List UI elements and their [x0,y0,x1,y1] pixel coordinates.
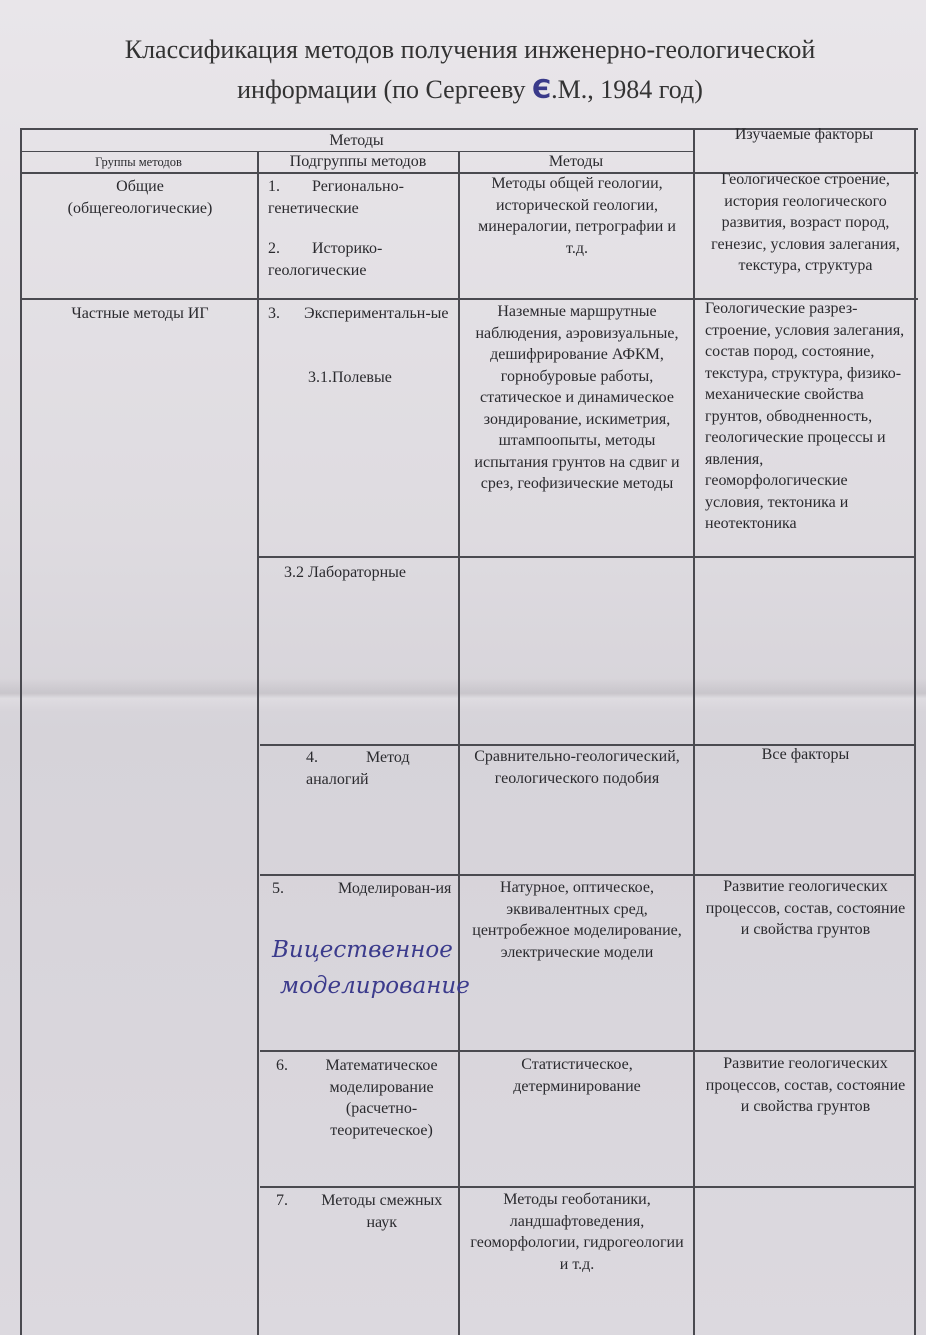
subgroup-regional-number: 1. [268,178,280,195]
subgroup-related-number: 7. [276,1192,288,1209]
subgroup-related-label: Методы смежных наук [321,1192,443,1231]
subgroup-math-layout [276,1055,452,1141]
row-divider-field [258,556,916,558]
title-line-1: Классификация методов получения инженерно-геологической [124,35,816,64]
col-divider-groups [257,151,259,1335]
subgroup-historical [262,238,458,281]
factors-math: Развитие геологических процессов, состав, состояние и свойства грунтов [705,1055,906,1115]
row-divider-math [260,1186,916,1188]
methods-modeling: Натурное, оптическое, эквивалентных сред, центробежное моделирование, электрические модели [472,879,682,961]
subgroup-math-label: Математическое моделирование (расчетно-теоритеческое) [325,1057,438,1139]
table-border-left [20,128,22,1335]
subgroup-experimental-number: 3. [268,305,280,322]
subgroup-related [270,1190,458,1233]
subgroup-experimental-label: Экспериментальн-ые [304,305,449,322]
methods-math: Статистическое, детерминирование [513,1056,641,1095]
methods-related: Методы геоботаники, ландшафтоведения, геоморфологии, гидрогеологии и т.д. [470,1191,684,1273]
header-groups: Группы методов [95,155,182,169]
group-specific: Частные методы ИГ [71,305,209,322]
subgroup-analogy-label: Метод аналогий [306,749,410,788]
group-general: Общие (общегеологические) [67,178,213,217]
subgroup-math [270,1055,458,1141]
subgroup-experimental [262,303,458,325]
handwritten-note-line-2: моделирование [280,973,470,999]
subgroup-math-number: 6. [276,1057,288,1074]
subgroup-field: 3.1.Полевые [308,369,392,386]
factors-general: Геологическое строение, история геологического развития, возраст пород, генезис, условия залегания, текстура, структура [711,171,900,274]
title-line-2-prefix: информации (по Сергееву [237,75,533,104]
subgroup-historical-label: Историко-геологические [268,240,383,279]
subgroup-lab: 3.2 Лабораторные [284,564,406,581]
subgroup-related-layout [276,1190,452,1233]
factors-analogy: Все факторы [761,746,850,763]
factors-modeling: Развитие геологических процессов, состав, состояние и свойства грунтов [705,878,906,938]
table-border-right [914,128,916,1335]
row-divider-modeling [260,1050,916,1052]
methods-general: Методы общей геологии, исторической геологии, минералогии, петрографии и т.д. [478,175,676,257]
header-methods: Методы [329,132,384,149]
col-divider-subgroups [458,151,460,1335]
subgroup-regional [262,176,458,219]
header-factors: Изучаемые факторы [734,126,874,143]
handwritten-note-line-1: Вицественное [272,937,453,963]
subgroup-analogy-number: 4. [306,749,318,766]
subgroup-modeling-label: Моделирован-ия [338,880,452,897]
header-subgroups: Подгруппы методов [289,153,427,170]
col-divider-methods [693,128,695,1335]
factors-field: Геологические разрез-строение, условия залегания, состав пород, состояние, текстура, структура, физико-механические свойства грунтов, обводненность, геологические процессы и явления, геоморфологические условия, тектоника и неотектоника [705,300,905,532]
subgroup-modeling-number: 5. [272,880,284,897]
subgroup-regional-label: Регионально-генетические [268,178,404,217]
header-methods-sub: Методы [548,153,604,170]
handwritten-initial: Є [532,75,552,105]
methods-analogy: Сравнительно-геологический, геологического подобия [474,748,680,787]
methods-field: Наземные маршрутные наблюдения, аэровизуальные, дешифрирование АФКМ, горнобуровые работы, статическое и динамическое зондирование, искиметрия, штампоопыты, методы испытания грунтов на сдвиг и срез, геофизические методы [474,303,680,492]
subgroup-analogy [300,747,458,790]
title-line-2-suffix: .М., 1984 год) [551,75,703,104]
subgroup-modeling [266,878,458,900]
subgroup-historical-number: 2. [268,240,280,257]
